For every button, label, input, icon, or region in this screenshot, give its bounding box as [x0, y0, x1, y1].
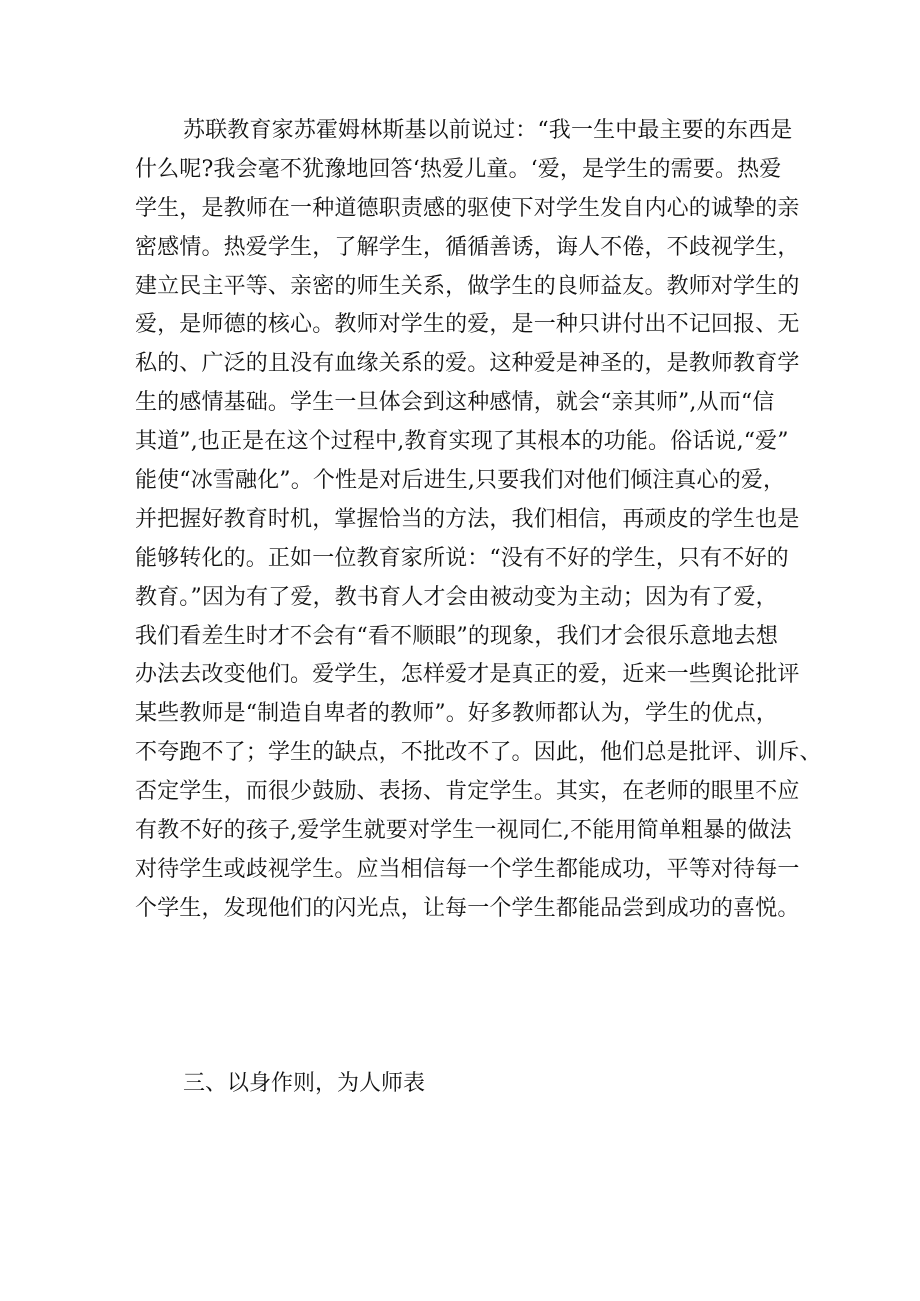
paragraph-line: 苏联教育家苏霍姆林斯基以前说过：“我一生中最主要的东西是 [183, 118, 793, 143]
paragraph-line: 否定学生，而很少鼓励、表扬、肯定学生。其实，在老师的眼里不应 [135, 779, 800, 805]
paragraph-line: 对待学生或歧视学生。应当相信每一个学生都能成功，平等对待每一 [135, 856, 800, 882]
paragraph-line: 建立民主平等、亲密的师生关系，做学生的良师益友。教师对学生的 [135, 273, 800, 299]
paragraph-line: 私的、广泛的且没有血缘关系的爱。这种爱是神圣的，是教师教育学 [135, 351, 800, 377]
paragraph-line: 生的感情基础。学生一旦体会到这种感情，就会“亲其师”,从而“信 [135, 390, 775, 416]
paragraph-line: 有教不好的孩子,爱学生就要对学生一视同仁,不能用简单粗暴的做法 [135, 818, 792, 844]
body-paragraph [135, 112, 822, 929]
paragraph-line: 能够转化的。正如一位教育家所说：“没有不好的学生，只有不好的 [135, 545, 789, 571]
paragraph-line: 个学生，发现他们的闪光点，让每一个学生都能品尝到成功的喜悦。 [135, 895, 800, 921]
paragraph-line: 办法去改变他们。爱学生，怎样爱才是真正的爱，近来一些舆论批评 [135, 662, 800, 688]
paragraph-line: 并把握好教育时机，掌握恰当的方法，我们相信，再顽皮的学生也是 [135, 506, 800, 532]
paragraph-line: 某些教师是“制造自卑者的教师”。好多教师都认为，学生的优点， [135, 701, 778, 727]
paragraph-line: 学生，是教师在一种道德职责感的驱使下对学生发自内心的诚挚的亲 [135, 195, 800, 221]
paragraph-line: 密感情。热爱学生，了解学生，循循善诱，诲人不倦，不歧视学生， [135, 234, 800, 260]
paragraph-line: 能使“冰雪融化”。个性是对后进生,只要我们对他们倾注真心的爱， [135, 468, 786, 494]
paragraph-line: 教育。”因为有了爱，教书育人才会由被动变为主动；因为有了爱， [135, 584, 778, 610]
paragraph-line: 不夸跑不了；学生的缺点，不批改不了。因此，他们总是批评、训斥、 [135, 740, 822, 766]
section-heading: 三、以身作则，为人师表 [183, 1071, 426, 1096]
paragraph-line: 我们看差生时才不会有“看不顺眼”的现象，我们才会很乐意地去想 [135, 623, 778, 649]
paragraph-line: 其道”,也正是在这个过程中,教育实现了其根本的功能。俗话说,“爱” [135, 429, 789, 455]
paragraph-line: 爱，是师德的核心。教师对学生的爱，是一种只讲付出不记回报、无 [135, 312, 800, 338]
paragraph-line: 什么呢?我会毫不犹豫地回答‘热爱儿童。‘爱，是学生的需要。热爱 [135, 156, 782, 182]
